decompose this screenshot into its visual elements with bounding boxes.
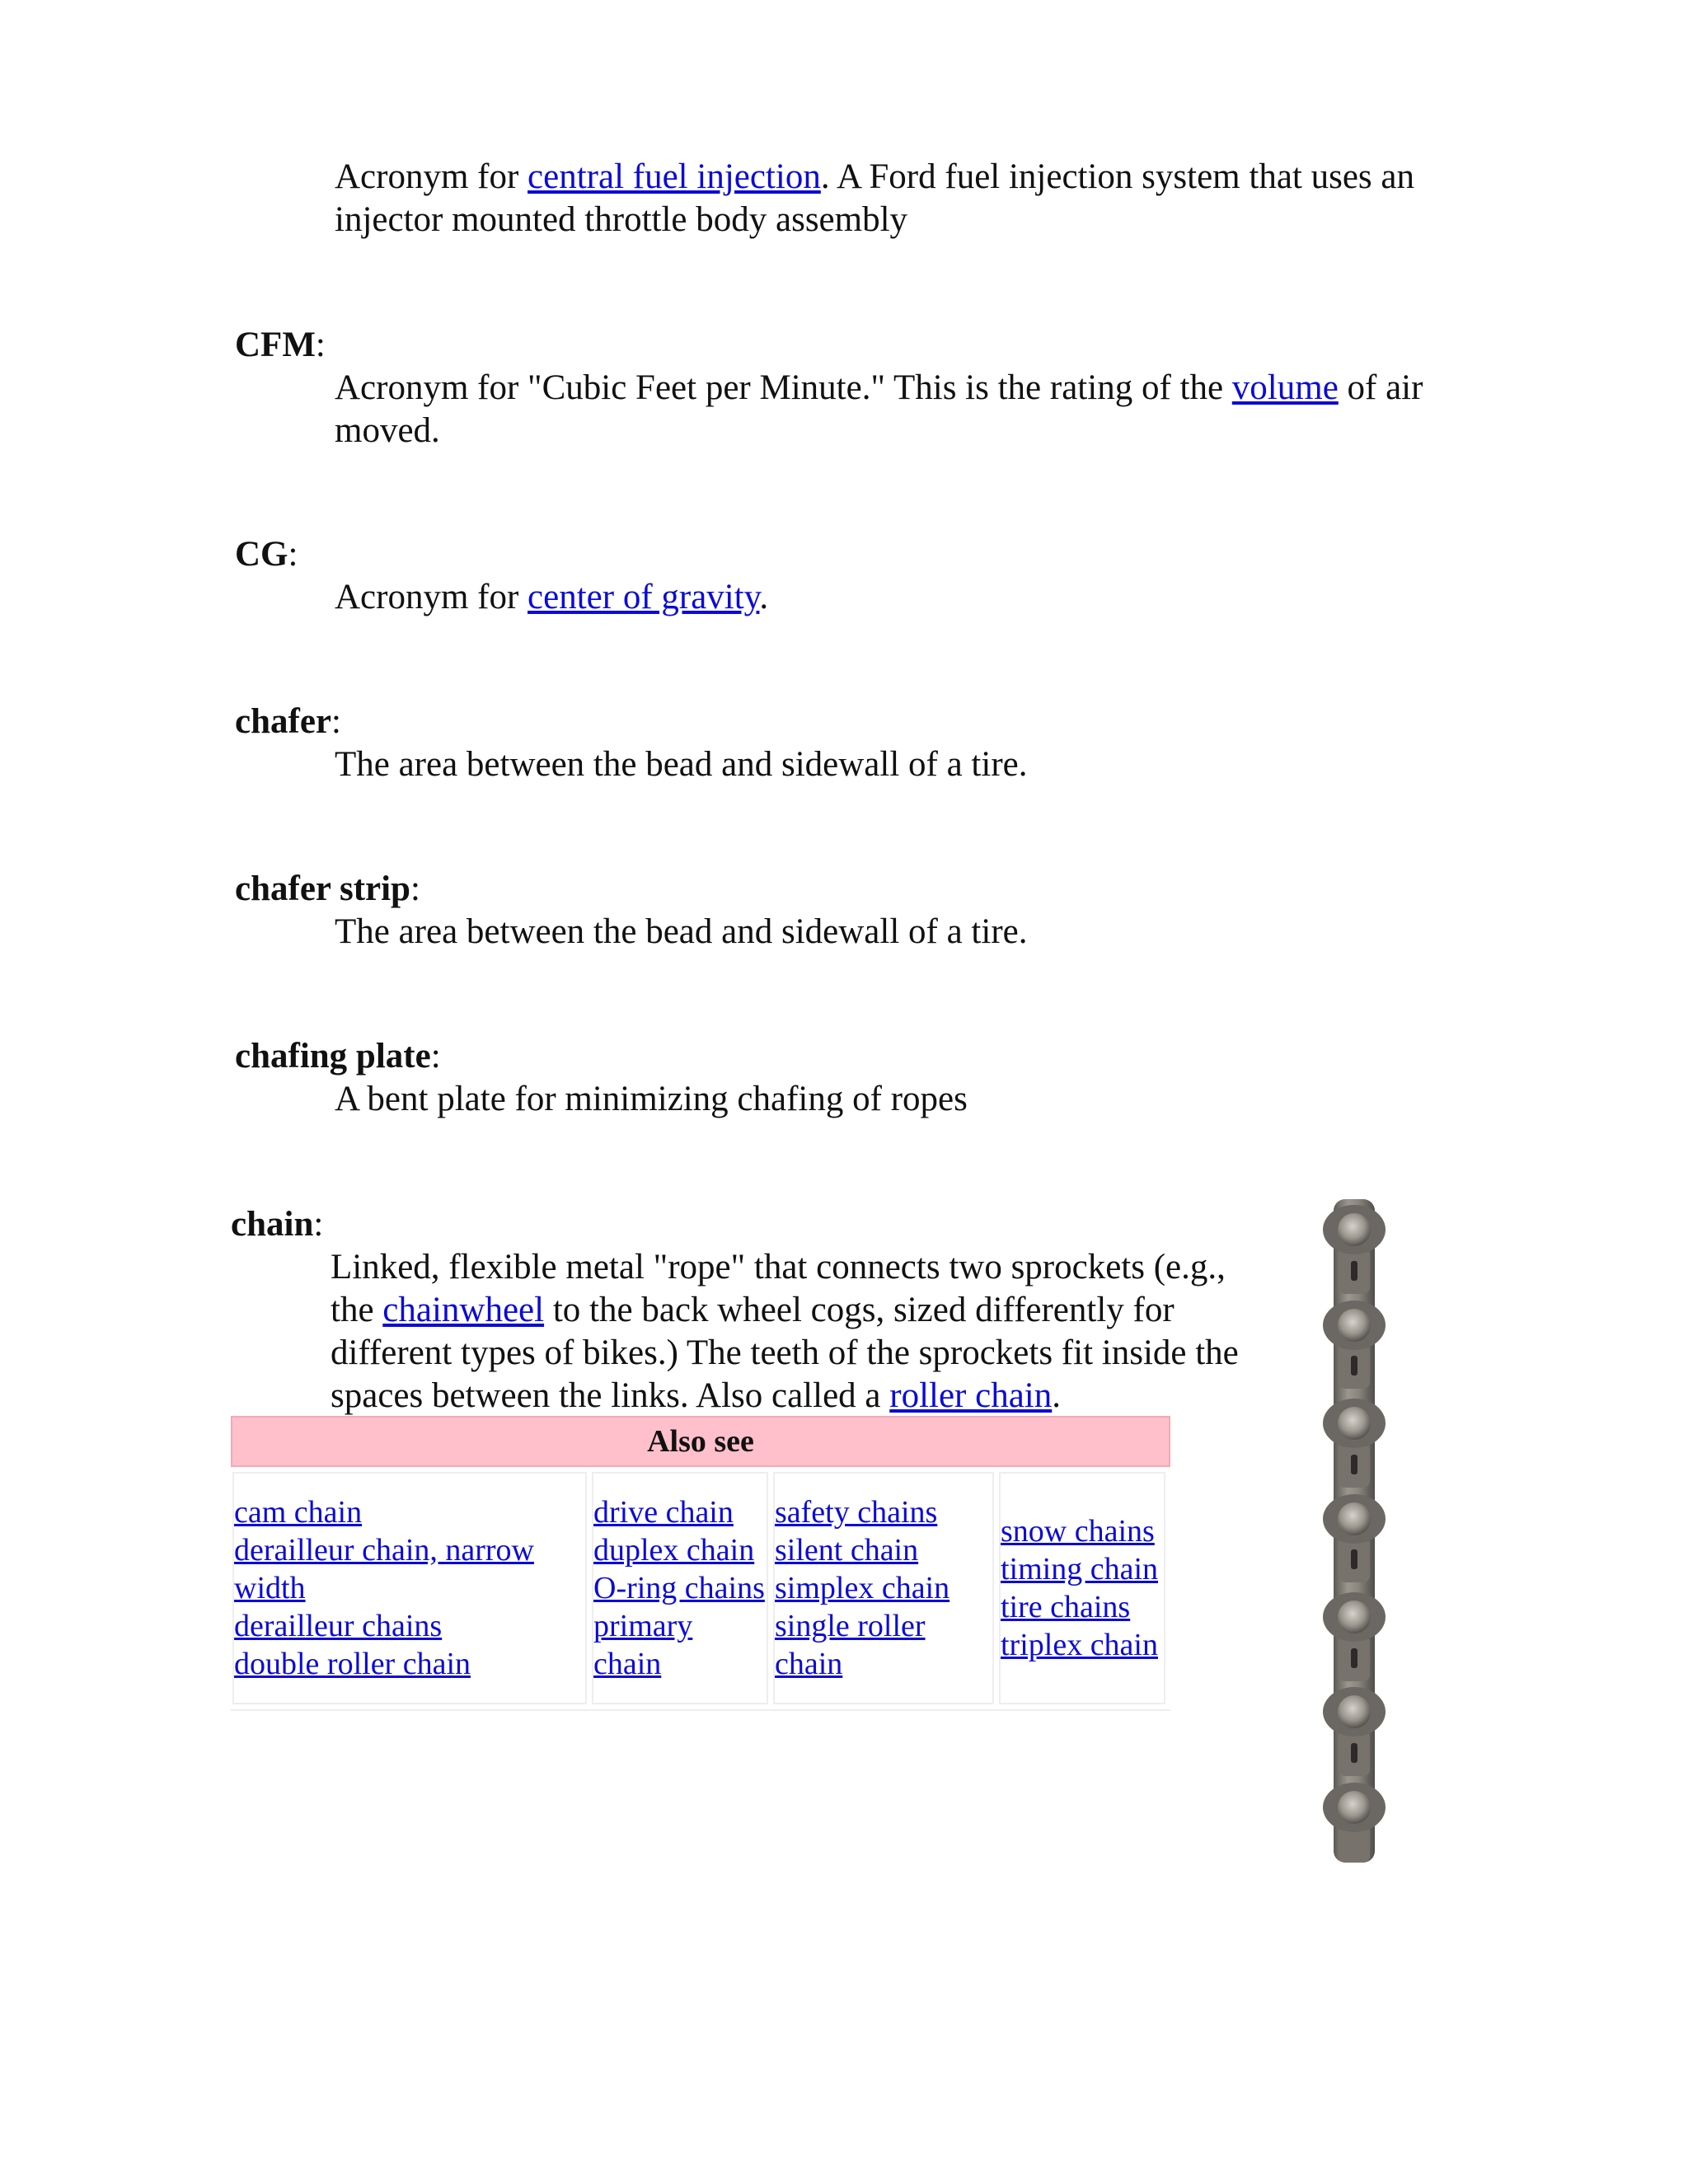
definition-chafing-plate: A bent plate for minimizing chafing of ropes: [335, 1080, 968, 1118]
also-see-box: [231, 1416, 1170, 1711]
link-silent-chain[interactable]: silent chain: [775, 1533, 919, 1568]
link-simplex-chain[interactable]: simplex chain: [775, 1571, 950, 1605]
bicycle-chain-image: [1317, 1199, 1391, 1863]
definition-chain: Linked, flexible metal "rope" that connects two sprockets (e.g., the chainwheel to the back wheel cogs, sized differently for different types of bikes.) The teeth of the sprockets fit inside the spaces between the links. Also called a roller chain.: [331, 1248, 1239, 1415]
link-tire-chains[interactable]: tire chains: [1001, 1590, 1131, 1624]
link-duplex-chain[interactable]: duplex chain: [593, 1533, 755, 1568]
link-double-roller-chain[interactable]: double roller chain: [234, 1647, 471, 1681]
link-chainwheel[interactable]: chainwheel: [382, 1291, 545, 1329]
also-see-column-2: [592, 1472, 768, 1704]
link-safety-chains[interactable]: safety chains: [775, 1495, 938, 1530]
also-see-header: Also see: [231, 1416, 1170, 1467]
link-o-ring-chains[interactable]: O-ring chains: [593, 1571, 765, 1605]
also-see-grid: [231, 1472, 1170, 1711]
link-cam-chain[interactable]: cam chain: [234, 1495, 363, 1530]
link-triplex-chain[interactable]: triplex chain: [1001, 1628, 1158, 1662]
definition-chafer-strip: The area between the bead and sidewall of a tire.: [335, 912, 1028, 951]
term-cg: CG:: [235, 535, 298, 574]
link-drive-chain[interactable]: drive chain: [593, 1495, 734, 1530]
link-primary-chain[interactable]: primary chain: [593, 1609, 693, 1681]
also-see-column-4: [999, 1472, 1165, 1704]
link-single-roller-chain[interactable]: single roller chain: [775, 1609, 926, 1681]
link-derailleur-chains[interactable]: derailleur chains: [234, 1609, 443, 1643]
definition-chafer: The area between the bead and sidewall of a tire.: [335, 745, 1028, 784]
term-chafing-plate: chafing plate:: [235, 1037, 441, 1076]
link-central-fuel-injection[interactable]: central fuel injection: [528, 157, 821, 196]
definition-cg: Acronym for center of gravity.: [335, 578, 769, 616]
term-cfm: CFM:: [235, 326, 326, 364]
link-snow-chains[interactable]: snow chains: [1001, 1514, 1155, 1549]
also-see-column-3: [773, 1472, 994, 1704]
definition-central-fuel-injection: Acronym for central fuel injection. A Ford fuel injection system that uses an injector mounted throttle body assembly: [335, 157, 1414, 239]
link-timing-chain[interactable]: timing chain: [1001, 1552, 1159, 1586]
link-roller-chain[interactable]: roller chain: [889, 1376, 1053, 1415]
definition-cfm: Acronym for "Cubic Feet per Minute." This is the rating of the volume of air moved.: [335, 368, 1423, 450]
link-center-of-gravity[interactable]: center of gravity: [528, 578, 760, 616]
also-see-column-1: [232, 1472, 587, 1704]
term-chain: chain:: [231, 1205, 324, 1244]
term-chafer: chafer:: [235, 702, 341, 741]
link-volume[interactable]: volume: [1231, 368, 1339, 407]
term-chafer-strip: chafer strip:: [235, 869, 420, 908]
link-derailleur-chain-narrow-width[interactable]: derailleur chain, narrow width: [234, 1533, 534, 1605]
